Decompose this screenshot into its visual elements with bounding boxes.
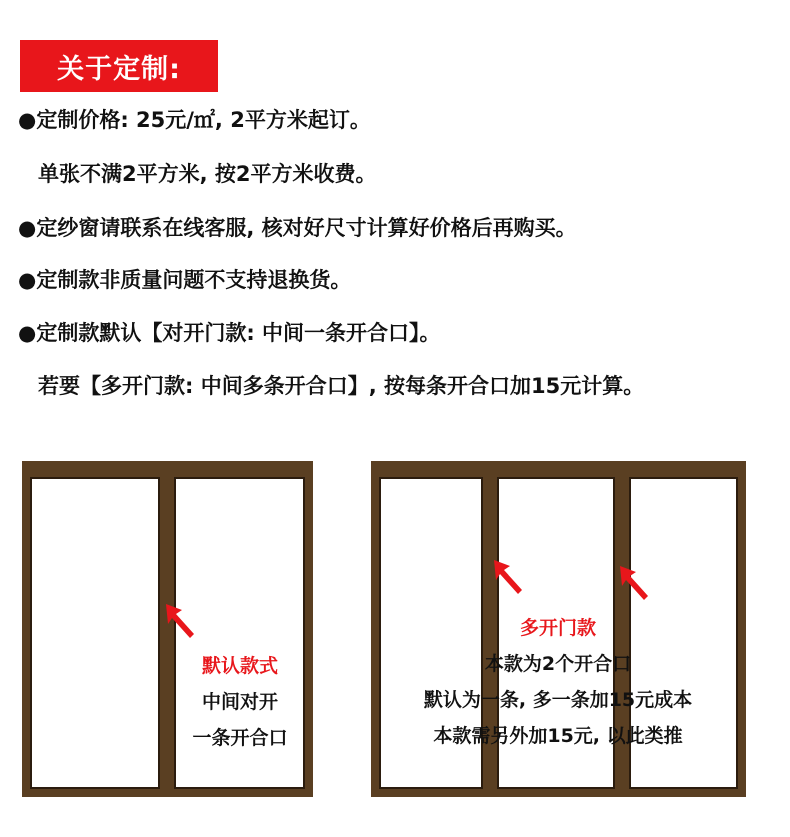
right-door-line1: 本款为2个开合口 [484,653,632,675]
section-title-badge [20,40,218,92]
price-line: ●定制价格: 25元/㎡, 2平方米起订。 [18,108,371,132]
right-door-note [375,610,741,754]
contact-line: ●定纱窗请联系在线客服, 核对好尺寸计算好价格后再购买。 [18,216,577,240]
return-line: ●定制款非质量问题不支持退换货。 [18,268,352,292]
right-arrow-2-icon [614,560,654,602]
right-door-line3: 本款需另外加15元, 以此类推 [433,725,683,747]
section-title: 关于定制: [57,53,181,85]
left-door-panel-1 [30,477,160,789]
left-arrow-icon [160,598,200,640]
left-door-label: 默认款式 [201,655,278,677]
price-subline: 单张不满2平方米, 按2平方米收费。 [38,162,377,186]
left-door-note [175,648,305,756]
multi-door-line: 若要【多开门款: 中间多条开合口】, 按每条开合口加15元计算。 [38,374,645,398]
right-door-label: 多开门款 [519,617,596,639]
right-arrow-1-icon [488,554,528,596]
left-door-line2: 一条开合口 [192,727,288,749]
right-door-line2: 默认为一条, 多一条加15元成本 [423,689,693,711]
default-style-line: ●定制款默认【对开门款: 中间一条开合口】。 [18,321,441,345]
left-door-line1: 中间对开 [201,691,278,713]
